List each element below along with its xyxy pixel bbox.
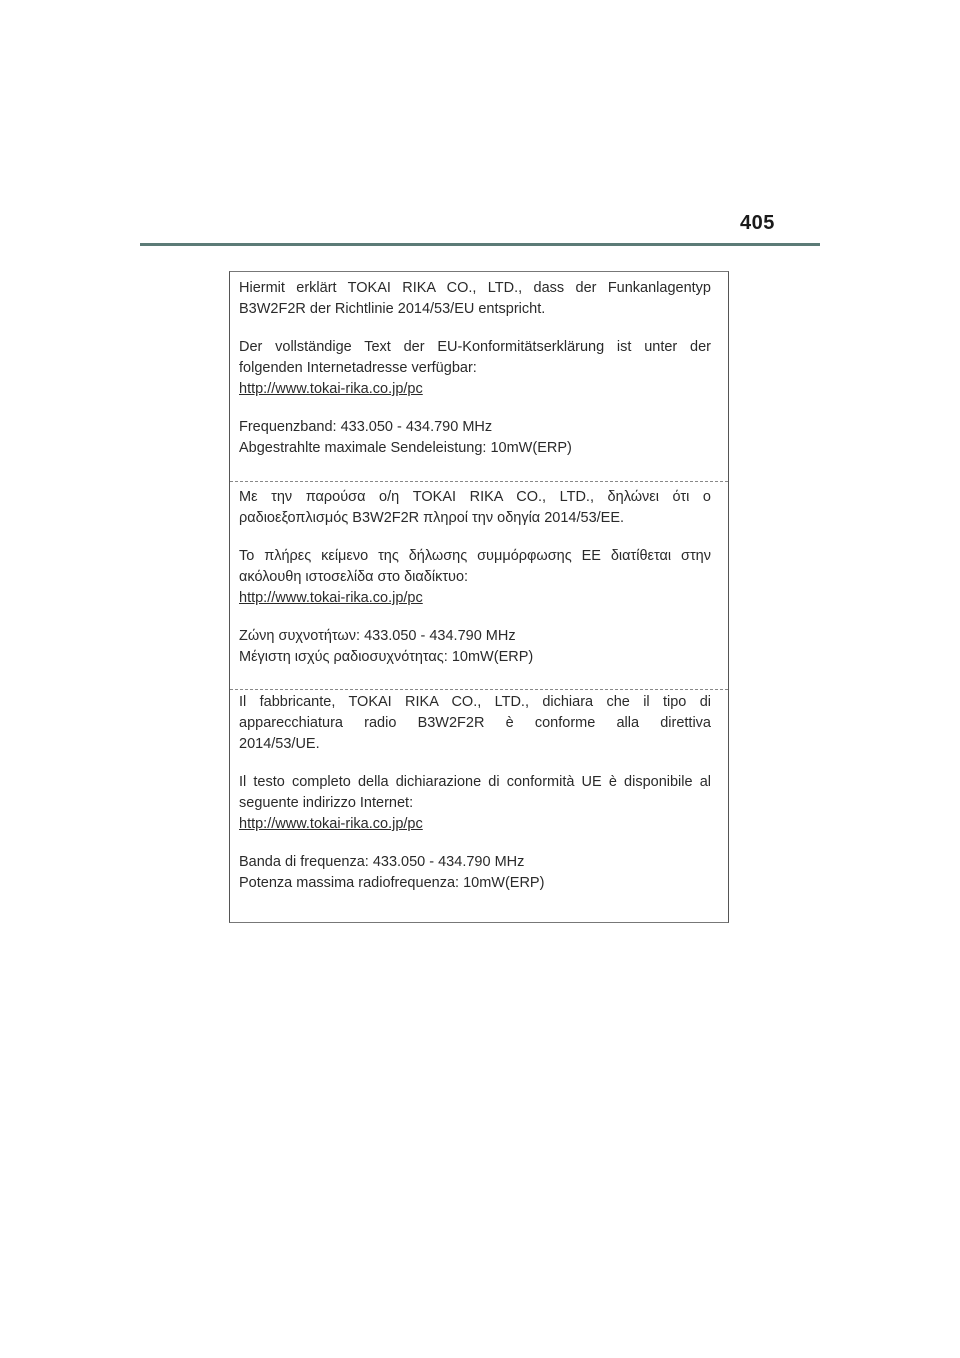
german-declaration [239,278,711,320]
text-line: Banda di frequenza: 433.050 - 434.790 MHz [239,854,525,870]
german-availability [239,337,711,400]
italian-url-link[interactable]: http://www.tokai-rika.co.jp/pc [239,816,423,832]
greek-url-link[interactable]: http://www.tokai-rika.co.jp/pc [239,590,423,606]
italian-frequency [239,852,711,894]
german-frequency [239,417,711,459]
italian-availability [239,772,711,835]
section-divider [230,481,728,482]
text-line: ακόλουθη ιστοσελίδα στο διαδίκτυο: [239,569,469,585]
page-number: 405 [740,212,775,234]
section-divider [230,689,728,690]
text-line: Il fabbricante, TOKAI RIKA CO., LTD., dichiara che il tipo di [239,694,711,710]
text-line: Ζώνη συχνοτήτων: 433.050 - 434.790 MHz [239,628,516,644]
text-line: 2014/53/UE. [239,736,320,752]
text-line: Hiermit erklärt TOKAI RIKA CO., LTD., dass der Funkanlagentyp [239,280,711,296]
text-line: Με την παρούσα ο/η TOKAI RIKA CO., LTD., δηλώνει ότι ο [239,489,711,505]
section-greek [230,487,728,668]
text-line: ραδιοεξοπλισμός B3W2F2R πληροί την οδηγία 2014/53/ΕΕ. [239,510,625,526]
text-line: Το πλήρες κείμενο της δήλωσης συμμόρφωσης ΕΕ διατίθεται στην [239,548,711,564]
text-line: Der vollständige Text der EU-Konformitätserklärung ist unter der [239,339,711,355]
text-line: folgenden Internetadresse verfügbar: [239,360,477,376]
text-line: Potenza massima radiofrequenza: 10mW(ERP) [239,875,545,891]
greek-frequency [239,626,711,668]
german-url-link[interactable]: http://www.tokai-rika.co.jp/pc [239,381,423,397]
text-line: Abgestrahlte maximale Sendeleistung: 10mW(ERP) [239,440,572,456]
greek-availability [239,546,711,609]
text-line: seguente indirizzo Internet: [239,795,414,811]
section-german [230,278,728,459]
italian-declaration [239,692,711,755]
text-line: apparecchiatura radio B3W2F2R è conforme alla direttiva [239,715,711,731]
text-line: Il testo completo della dichiarazione di conformità UE è disponibile al [239,774,711,790]
declaration-box [229,271,729,923]
text-line: Frequenzband: 433.050 - 434.790 MHz [239,419,493,435]
section-italian [230,692,728,894]
text-line: B3W2F2R der Richtlinie 2014/53/EU entspricht. [239,301,546,317]
greek-declaration [239,487,711,529]
header-rule [140,243,820,246]
text-line: Μέγιστη ισχύς ραδιοσυχνότητας: 10mW(ERP) [239,649,534,665]
